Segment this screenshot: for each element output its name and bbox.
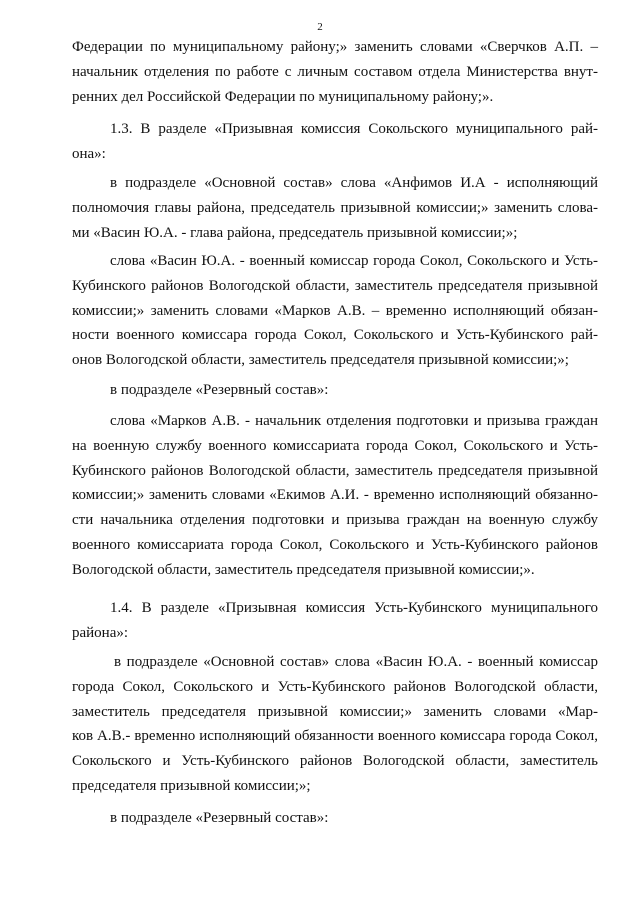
text-line: военного комиссариата города Сокол, Сокольского и Усть-Кубинского районов [72, 536, 598, 553]
text-line: председателя призывной комиссии;»; [72, 777, 311, 794]
text-line: в подразделе «Резервный состав»: [110, 382, 329, 398]
text-line: она»: [72, 145, 106, 162]
text-line: Сокольского и Усть-Кубинского районов Вологодской области, заместитель [72, 753, 598, 770]
text-line: сти начальника отделения подготовки и призыва граждан на военную службу [72, 512, 598, 529]
text-line: на военную службу военного комиссариата города Сокол, Сокольского и Усть- [72, 437, 598, 454]
paragraph-vasin-replacement [72, 249, 598, 373]
text-line: слова «Марков А.В. - начальник отделения подготовки и призыва граждан [110, 413, 598, 429]
text-line: комиссии;» заменить словами «Екимов А.И. - временно исполняющий обязанно- [72, 487, 598, 504]
text-line: онов Вологодской области, заместитель председателя призывной комиссии;»; [72, 352, 569, 369]
text-line: Федерации по муниципальному району;» заменить словами «Сверчков А.П. – [72, 39, 598, 55]
paragraph-main-composition-sokol [72, 171, 598, 245]
text-line: полномочия главы района, председатель призывной комиссии;» заменить слова- [72, 199, 598, 216]
text-line: в подразделе «Резервный состав»: [110, 810, 329, 826]
paragraph-markov-replacement [72, 409, 598, 583]
paragraph-section-1-3 [72, 117, 598, 167]
text-line: города Сокол, Сокольского и Усть-Кубинского районов Вологодской области, [72, 678, 598, 695]
text-line: в подразделе «Основной состав» слова «Васин Ю.А. - военный комиссар [114, 654, 598, 670]
paragraph-reserve-heading-sokol [72, 378, 598, 403]
text-line: ности военного комиссара города Сокол, Сокольского и Усть-Кубинского рай- [72, 327, 598, 344]
paragraph-reserve-heading-ust-kubinsky [72, 806, 598, 831]
text-line: комиссии;» заменить словами «Марков А.В. – временно исполняющий обязан- [72, 302, 598, 319]
paragraph-section-1-4 [72, 596, 598, 646]
text-line: ми «Васин Ю.А. - глава района, председатель призывной комиссии;»; [72, 224, 518, 241]
text-line: Вологодской области, заместитель председателя призывной комиссии;». [72, 561, 535, 578]
text-line: района»: [72, 624, 129, 641]
text-line: в подразделе «Основной состав» слова «Анфимов И.А - исполняющий [110, 175, 598, 191]
text-line: заместитель председателя призывной комиссии;» заменить словами «Мар- [72, 703, 598, 720]
text-line: Кубинского районов Вологодской области, заместитель председателя призывной [72, 462, 598, 479]
text-line: ренних дел Российской Федерации по муниципальному району;». [72, 88, 494, 105]
text-line: начальник отделения по работе с личным составом отдела Министерства внут- [72, 63, 598, 80]
text-line: 1.3. В разделе «Призывная комиссия Сокольского муниципального рай- [110, 121, 598, 137]
paragraph-main-composition-ust-kubinsky [72, 650, 598, 799]
text-line: ков А.В.- временно исполняющий обязанности военного комиссара города Сокол, [72, 728, 598, 745]
text-line: 1.4. В разделе «Призывная комиссия Усть-Кубинского муниципального [110, 600, 598, 616]
text-line: слова «Васин Ю.А. - военный комиссар города Сокол, Сокольского и Усть- [110, 253, 598, 269]
paragraph-police-replacement [72, 35, 598, 109]
page-number: 2 [317, 21, 323, 33]
text-line: Кубинского районов Вологодской области, заместитель председателя призывной [72, 277, 598, 294]
